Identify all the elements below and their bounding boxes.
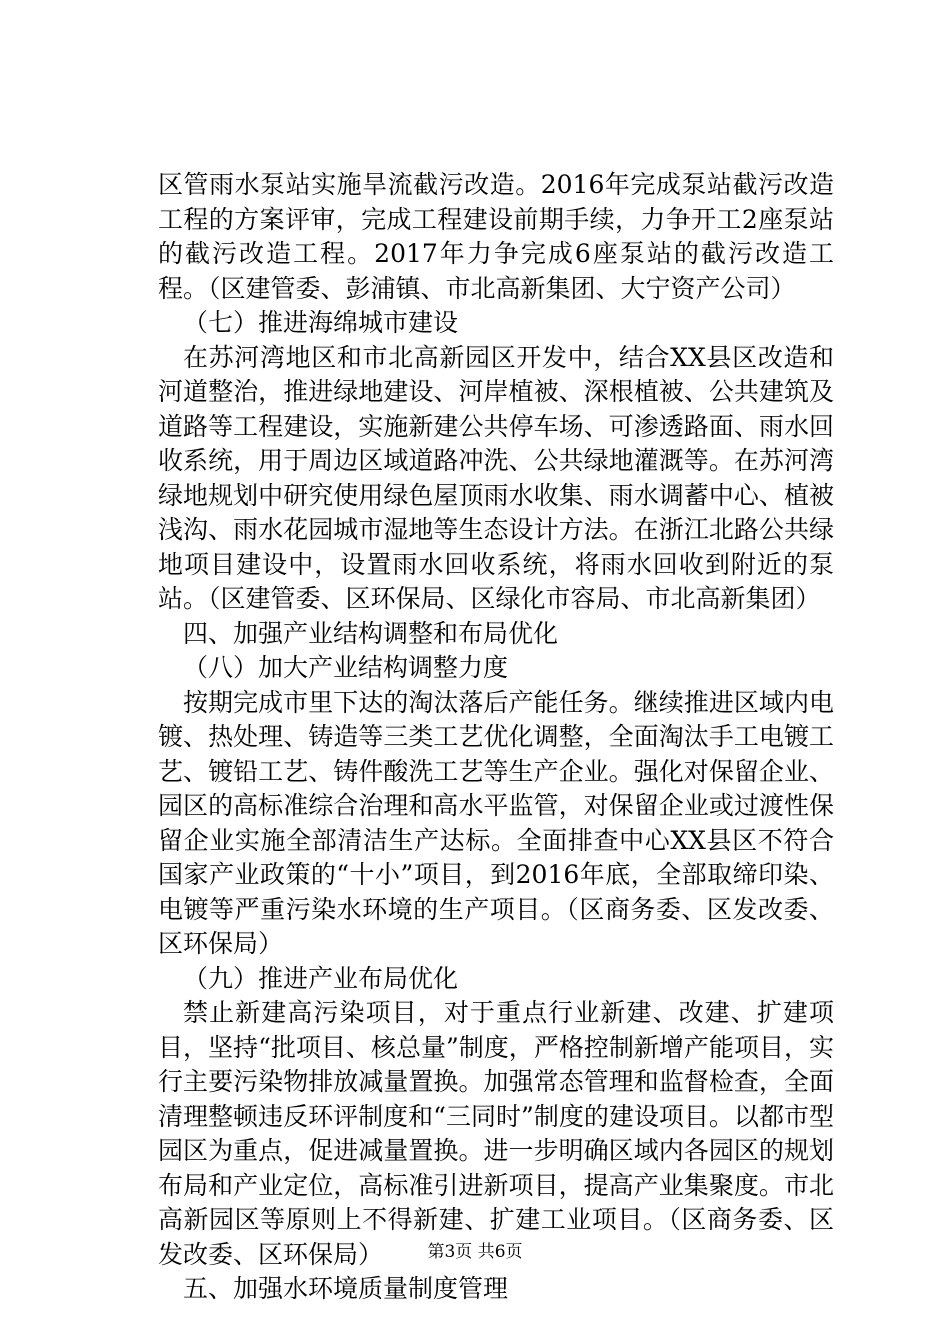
heading-water-quality-management: 五、加强水环境质量制度管理 bbox=[183, 1274, 509, 1303]
paragraph-pump-station-retrofit: 区管雨水泵站实施旱流截污改造。2016年完成泵站截污改造工程的方案评审，完成工程建设前期手续，力争开工2座泵站的截污改造工程。2017年力争完成6座泵站的截污改造工程。（区建管委、彭浦镇、市北高新集团、大宁资产公司） bbox=[158, 170, 834, 303]
page-footer: 第3页 共6页 bbox=[427, 1242, 523, 1262]
paragraph-structure-adjustment: 按期完成市里下达的淘汰落后产能任务。继续推进区域内电镀、热处理、铸造等三类工艺优化调整，全面淘汰手工电镀工艺、镀铅工艺、铸件酸洗工艺等生产企业。强化对保留企业、园区的高标准综合治理和高水平监管，对保留企业或过渡性保留企业实施全部清洁生产达标。全面排查中心XX县区不符合国家产业政策的“十小”项目，到2016年底，全部取缔印染、电镀等严重污染水环境的生产项目。（区商务委、区发改委、区环保局） bbox=[158, 687, 834, 958]
paragraph-sponge-city: 在苏河湾地区和市北高新园区开发中，结合XX县区改造和河道整治，推进绿地建设、河岸植被、深根植被、公共建筑及道路等工程建设，实施新建公共停车场、可渗透路面、雨水回收系统，用于周边区域道路冲洗、公共绿地灌溉等。在苏河湾绿地规划中研究使用绿色屋顶雨水收集、雨水调蓄中心、植被浅沟、雨水花园城市湿地等生态设计方法。在浙江北路公共绿地项目建设中，设置雨水回收系统，将雨水回收到附近的泵站。（区建管委、区环保局、区绿化市容局、市北高新集团） bbox=[158, 342, 834, 613]
heading-industrial-structure: 四、加强产业结构调整和布局优化 bbox=[183, 618, 559, 648]
heading-structure-adjustment: （八）加大产业结构调整力度 bbox=[183, 653, 509, 682]
heading-layout-optimization: （九）推进产业布局优化 bbox=[183, 963, 459, 993]
heading-sponge-city: （七）推进海绵城市建设 bbox=[183, 308, 459, 337]
paragraph-layout-optimization: 禁止新建高污染项目，对于重点行业新建、改建、扩建项目，坚持“批项目、核总量”制度，严格控制新增产能项目，实行主要污染物排放减量置换。加强常态管理和监督检查，全面清理整顿违反环评制度和“三同时”制度的建设项目。以都市型园区为重点，促进减量置换。进一步明确区域内各园区的规划布局和产业定位，高标准引进新项目，提高产业集聚度。市北高新园区等原则上不得新建、扩建工业项目。（区商务委、区发改委、区环保局） bbox=[158, 998, 834, 1269]
document-body bbox=[158, 168, 834, 1307]
